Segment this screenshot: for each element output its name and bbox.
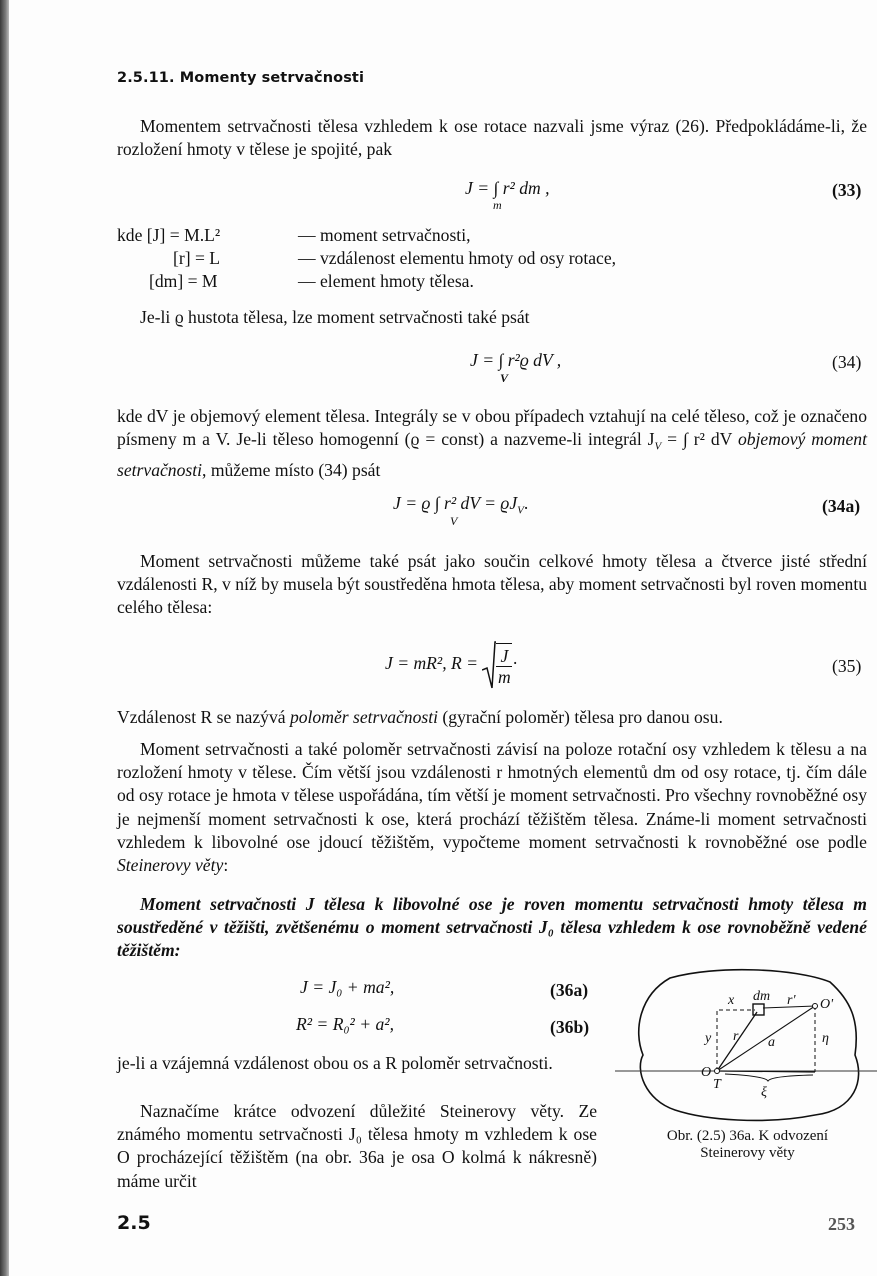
steiner-diagram xyxy=(615,960,877,1130)
xi-brace xyxy=(725,1074,813,1081)
label-x: x xyxy=(728,993,735,1008)
paragraph-density: Je-li ϱ hustota tělesa, lze moment setrvačnosti také psát xyxy=(140,307,530,327)
label-xi: ξ xyxy=(761,1085,767,1100)
equation-36b-label: (36b) xyxy=(550,1017,590,1037)
section-title: Momenty setrvačnosti xyxy=(179,70,365,86)
equation-36a: J = J₀ + ma², xyxy=(300,977,395,997)
label-a: a xyxy=(768,1035,775,1050)
paragraph-derivation: Naznačíme krátce odvození důležité Steinerovy věty. Ze známého momentu setrvačnosti J₀ tělesa hmoty m vzhledem k ose O procházející těžištěm (na obr. 36a je osa O kolmá k nákresně) máme určit xyxy=(117,1101,597,1191)
square-root: $\frac{J}{m}$ xyxy=(482,640,512,690)
label-O: O xyxy=(701,1065,712,1080)
label-r-prime: r' xyxy=(787,993,796,1008)
axis-O-point xyxy=(715,1069,720,1074)
equation-35-label: (35) xyxy=(832,656,862,676)
label-O-prime: O' xyxy=(820,997,834,1012)
equation-34-label: (34) xyxy=(832,352,862,372)
paragraph-radius-name: Vzdálenost R se nazývá poloměr setrvačnosti (gyrační poloměr) tělesa pro danou osu. xyxy=(117,707,723,727)
equation-34: J = ∫ r²ϱ dV , xyxy=(470,350,562,370)
equation-34a: J = ϱ ∫ r² dV = $ϱJ_V$. xyxy=(393,493,529,517)
axis-O-prime-point xyxy=(813,1004,818,1009)
equation-34-subscript: V xyxy=(500,371,509,385)
a-line xyxy=(717,1006,815,1071)
label-dm: dm xyxy=(753,989,771,1004)
equation-33-label: (33) xyxy=(832,180,862,200)
paragraph-gyration: Moment setrvačnosti můžeme také psát jako součin celkové hmoty tělesa a čtverce jisté střední vzdálenosti R, v níž by musela být soustředěna hmota tělesa, aby moment setrvačnosti byl roven momentu celého tělesa: xyxy=(117,551,868,618)
label-r: r xyxy=(733,1029,739,1044)
equation-33-subscript: m xyxy=(493,198,502,212)
paragraph-axis-dependence: Moment setrvačnosti a také poloměr setrvačnosti závisí na poloze rotační osy vzhledem k tělesu a na rozložení hmoty v tělese. Čím větší jsou vzdálenosti r hmotných elementů dm od osy rotace, tj. čím dále od osy rotace je hmota v tělese uspořádána, tím větší je moment setrvačnosti. Pro všechny rovnoběžné osy je nejmenší moment setrvačnosti k ose, která prochází těžištěm tělesa. Známe-li moment setrvačnosti vzhledem k libovolné ose jdoucí těžištěm, vypočteme moment setrvačnosti k rovnoběžné ose podle Steinerovy věty: xyxy=(117,739,867,876)
figure-caption: Obr. (2.5) 36a. K odvození Steinerovy věty xyxy=(666,1128,829,1161)
paragraph-volume-element: kde dV je objemový element tělesa. Integrály se v obou případech vztahují na celé těleso, což je označeno písmeny m a V. Je-li těleso homogenní (ϱ = const) a nazveme-li integrál $J_V$ = ∫ r² dV objemový moment setrvačnosti, můžeme místo (34) psát xyxy=(117,406,867,480)
radical-sign-icon xyxy=(482,640,496,690)
equation-36a-label: (36a) xyxy=(550,980,589,1000)
label-eta: η xyxy=(822,1031,829,1046)
book-page: 2.5.11. Momenty setrvačnosti Momentem setrvačnosti tělesa vzhledem k ose rotace nazvali jsme výraz (26). Předpokládáme-li, že rozložení hmoty v tělese je spojité, pak J = ∫ r² dm , m (33) kde [J] = M.L² — moment setrvačnosti, [r] = L — vzdálenost elementu hmoty od osy rotace, [dm] = M — element hmoty tělesa. Je-li ϱ hustota tělesa, lze moment setrvačnosti také psát J = ∫ r²ϱ dV , V (34) kde dV je objemový element tělesa. Integrály se v obou případech vztahují na celé těleso, což je označeno písmeny m a V. Je-li těleso homogenní (ϱ = const) a nazveme-li integrál $J_V$ = ∫ r² dV objemový moment setrvačnosti, můžeme místo (34) psát J = ϱ ∫ r² dV = $ϱJ_V$. V (34a) Moment setrvačnosti můžeme také psát jako součin celkové hmoty tělesa a čtverce jisté střední vzdálenosti R, v níž by musela být soustředěna hmota tělesa, aby moment setrvačnosti byl roven momentu celého tělesa: J = mR², R = $\frac{J}{m}$ · (35) Vzdálenost R se nazývá poloměr setrvačnosti (gyrační poloměr) tělesa pro danou osu. Moment setrvačnosti a také poloměr setrvačnosti závisí na poloze rotační osy vzhledem k tělesu a na rozložení hmoty v tělese. Čím větší jsou vzdálenosti r hmotných elementů dm od osy rotace, tj. čím dále od osy rotace je hmota v tělese uspořádána, tím větší je moment setrvačnosti. Pro všechny rovnoběžné osy je nejmenší moment setrvačnosti k ose, která prochází těžištěm tělesa. Známe-li moment setrvačnosti vzhledem k libovolné ose jdoucí těžištěm, vypočteme moment setrvačnosti k rovnoběžné ose podle Steinerovy věty: Moment setrvačnosti J tělesa k libovolné ose je roven momentu setrvačnosti hmoty tělesa m soustředěné v těžišti, zvětšenému o moment setrvačnosti J₀ tělesa vzhledem k ose rovnoběžně vedené těžištěm: J = J₀ + ma², (36a) R² = R₀² + a², (36b) je-li a vzájemná vzdálenost obou os a R poloměr setrvačnosti. Naznačíme krátce odvození důležité Steinerovy věty. Ze známého momentu setrvačnosti J₀ tělesa hmoty m vzhledem k ose O procházející těžištěm (na obr. 36a je osa O kolmá k nákresně) máme určit dm x r' O' y r a η O T ξ Obr. (2.5) 36a. K odvození Steinerovy věty 2.5 253 xyxy=(0,0,877,1276)
page-number: 253 xyxy=(828,1214,855,1234)
equation-34a-subscript: V xyxy=(450,514,458,528)
chapter-marker: 2.5 xyxy=(117,1212,151,1234)
label-T: T xyxy=(713,1077,721,1092)
paragraph-distance-definition: je-li a vzájemná vzdálenost obou os a R poloměr setrvačnosti. xyxy=(117,1053,553,1073)
label-y: y xyxy=(705,1031,712,1046)
equation-35: J = mR², R = $\frac{J}{m}$ · xyxy=(385,640,518,690)
equation-33: J = ∫ r² dm , xyxy=(465,178,550,198)
equation-34a-label: (34a) xyxy=(822,496,861,516)
paragraph-intro: Momentem setrvačnosti tělesa vzhledem k ose rotace nazvali jsme výraz (26). Předpokládáme-li, že rozložení hmoty v tělese je spojité, pak xyxy=(117,116,867,160)
steiner-theorem-statement: Moment setrvačnosti J tělesa k libovolné ose je roven momentu setrvačnosti hmoty tělesa m soustředěné v těžišti, zvětšenému o moment setrvačnosti J₀ tělesa vzhledem k ose rovnoběžně vedené těžištěm: xyxy=(117,894,867,961)
section-heading xyxy=(117,70,364,86)
equation-36b: R² = R₀² + a², xyxy=(296,1014,394,1034)
section-number: 2.5.11. xyxy=(117,70,175,86)
